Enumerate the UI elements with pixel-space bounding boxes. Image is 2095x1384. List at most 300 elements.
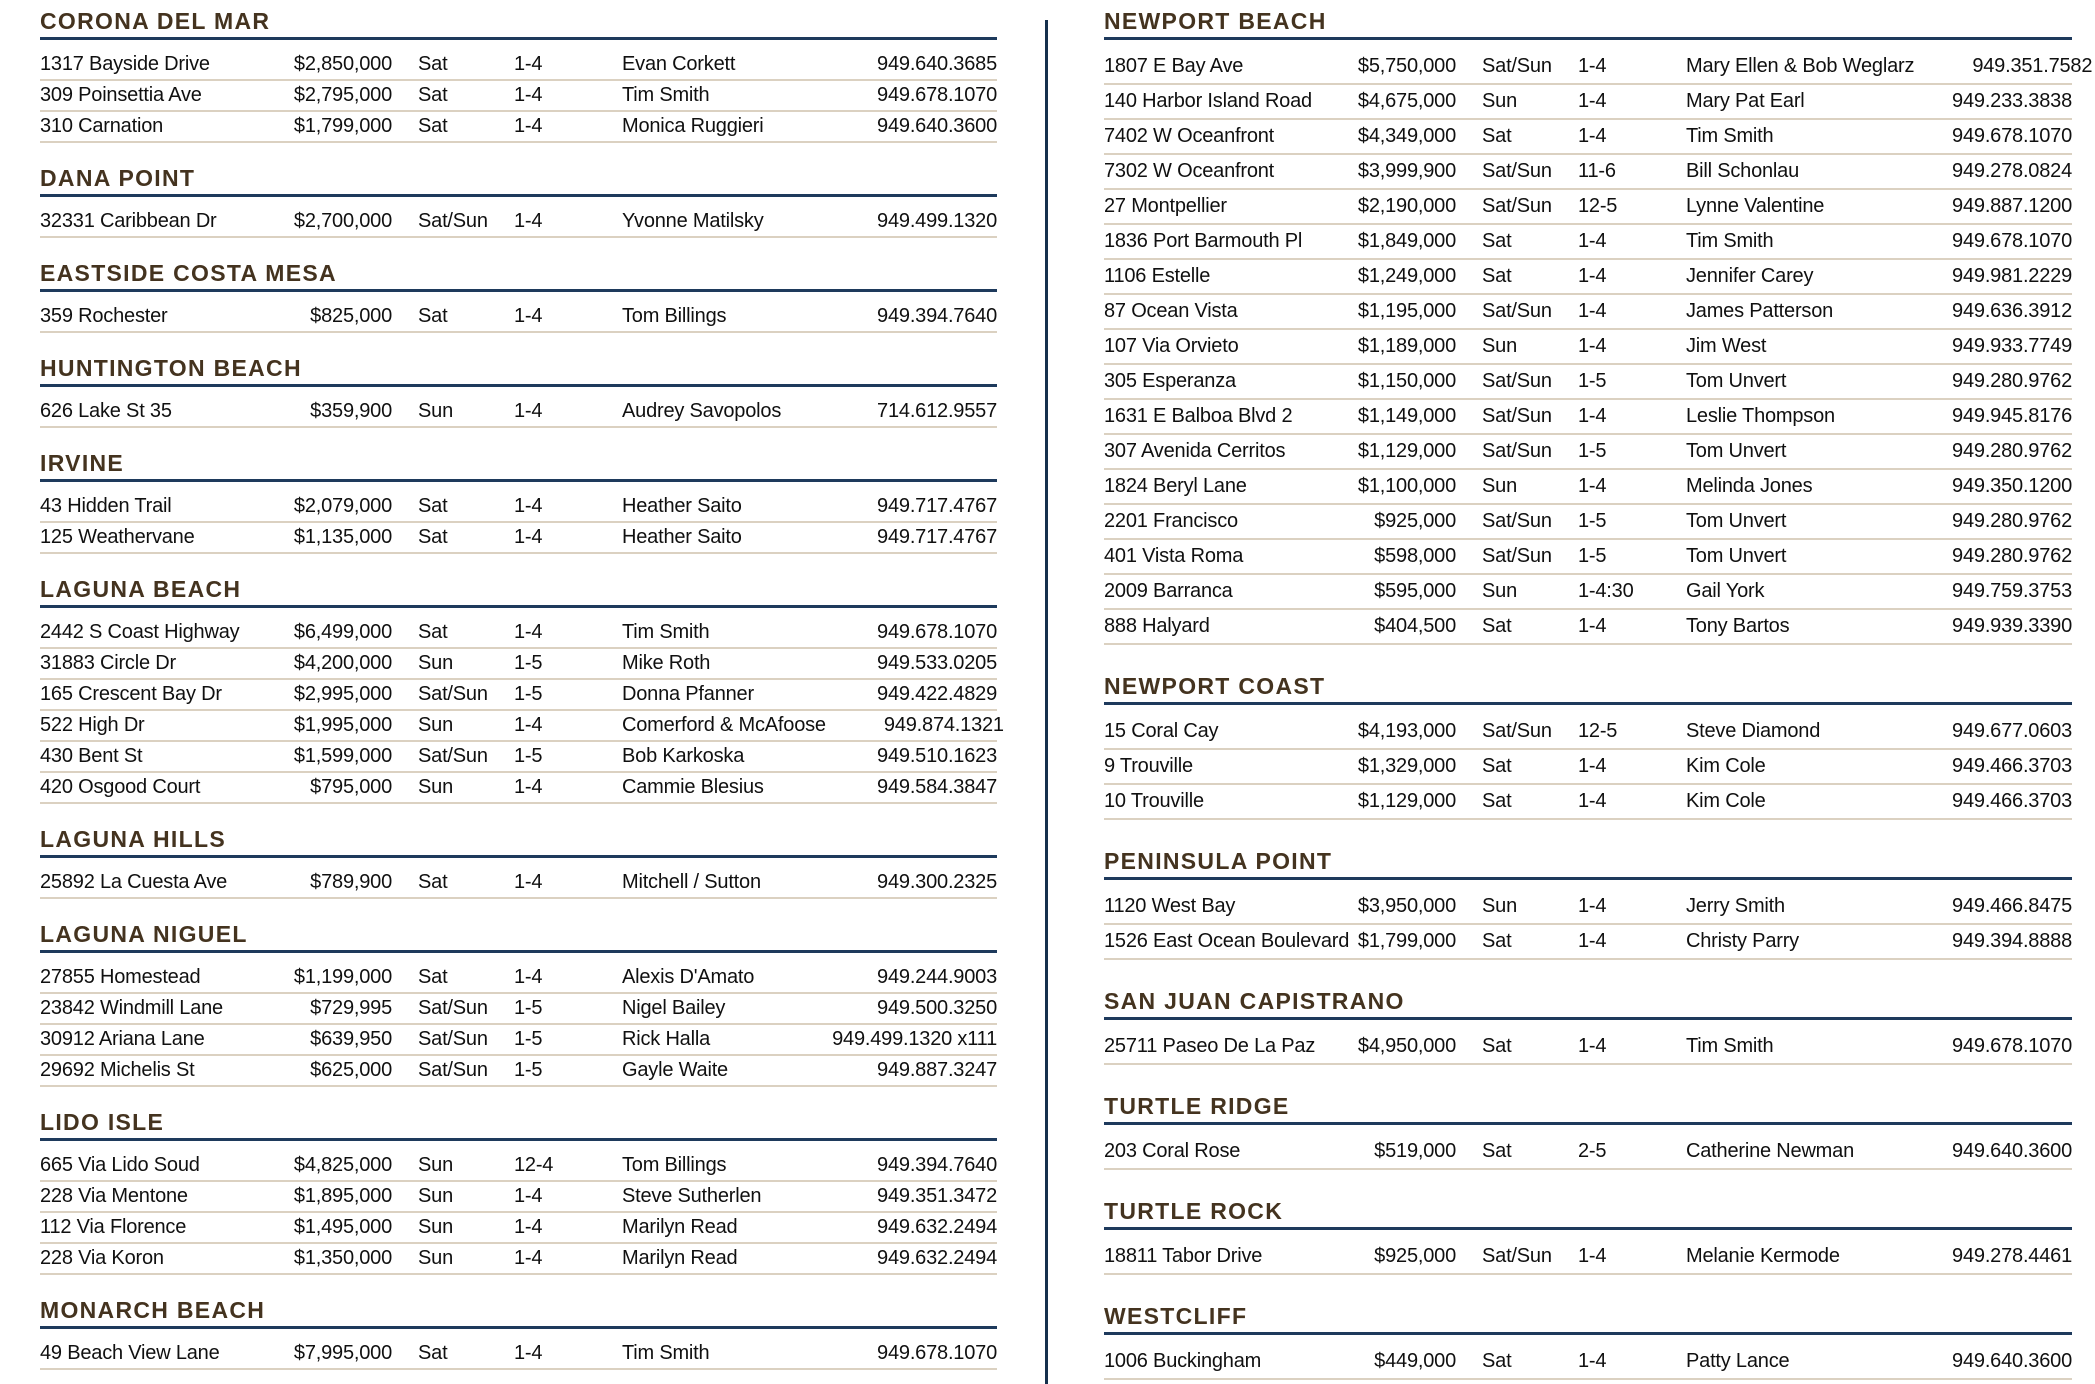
listing-row	[1104, 50, 2093, 85]
listing-time: 1-4	[1578, 790, 1607, 812]
listing-price: $4,200,000	[293, 652, 392, 674]
listing-days: Sat	[418, 966, 448, 988]
listing-row	[1104, 400, 2072, 435]
listing-price: $639,950	[310, 1028, 392, 1050]
city-section	[1104, 675, 2072, 820]
listing-price: $1,350,000	[293, 1247, 392, 1269]
listing-phone: 949.466.3703	[1952, 790, 2072, 812]
listing-rows	[40, 1329, 997, 1370]
city-section	[40, 1111, 997, 1275]
listing-agent: Rick Halla	[622, 1028, 711, 1050]
listing-address: 27855 Homestead	[40, 966, 201, 988]
listing-price: $795,000	[310, 776, 392, 798]
listing-agent: Donna Pfanner	[622, 683, 754, 705]
city-heading: DANA POINT	[40, 167, 997, 197]
city-section	[40, 828, 997, 899]
listing-row	[40, 492, 997, 523]
listing-row	[40, 742, 997, 773]
listing-time: 1-4	[1578, 1350, 1607, 1372]
listing-address: 23842 Windmill Lane	[40, 997, 223, 1019]
city-heading: TURTLE RIDGE	[1104, 1095, 2072, 1125]
listing-time: 1-4	[514, 871, 543, 893]
listing-row	[40, 868, 997, 899]
column-divider	[1045, 20, 1048, 1384]
listing-phone: 949.280.9762	[1952, 510, 2072, 532]
listing-agent: Comerford & McAfoose	[622, 714, 826, 736]
listing-price: $4,825,000	[293, 1154, 392, 1176]
listing-phone: 949.500.3250	[877, 997, 997, 1019]
city-heading: WESTCLIFF	[1104, 1305, 2072, 1335]
listing-address: 25892 La Cuesta Ave	[40, 871, 228, 893]
listing-address: 87 Ocean Vista	[1104, 300, 1238, 322]
listing-days: Sat	[418, 495, 448, 517]
city-section	[40, 10, 997, 143]
listing-row	[40, 711, 1004, 742]
listing-price: $1,100,000	[1357, 475, 1456, 497]
listing-phone: 949.499.1320 x111	[832, 1028, 997, 1050]
listing-time: 1-5	[514, 1059, 543, 1081]
listing-row	[1104, 295, 2072, 330]
listing-days: Sat	[418, 1342, 448, 1364]
listing-time: 1-4	[514, 966, 543, 988]
listing-row	[1104, 190, 2072, 225]
listing-price: $598,000	[1374, 545, 1456, 567]
listing-time: 1-5	[514, 652, 543, 674]
listing-phone: 949.717.4767	[877, 526, 997, 548]
listing-address: 203 Coral Rose	[1104, 1140, 1241, 1162]
listing-address: 1006 Buckingham	[1104, 1350, 1262, 1372]
listing-row	[40, 1213, 997, 1244]
listing-phone: 949.678.1070	[877, 84, 997, 106]
listing-row	[1104, 715, 2072, 750]
listing-address: 1824 Beryl Lane	[1104, 475, 1247, 497]
listing-price: $2,700,000	[293, 210, 392, 232]
listing-price: $1,249,000	[1357, 265, 1456, 287]
listing-agent: Catherine Newman	[1686, 1140, 1854, 1162]
city-section	[1104, 850, 2072, 960]
listing-price: $3,950,000	[1357, 895, 1456, 917]
listing-phone: 949.351.3472	[877, 1185, 997, 1207]
listing-price: $1,149,000	[1357, 405, 1456, 427]
listing-phone: 949.678.1070	[1952, 125, 2072, 147]
listing-agent: Tom Unvert	[1686, 440, 1787, 462]
listing-agent: Steve Diamond	[1686, 720, 1821, 742]
listing-phone: 949.244.9003	[877, 966, 997, 988]
listing-phone: 949.422.4829	[877, 683, 997, 705]
listing-price: $1,495,000	[293, 1216, 392, 1238]
listing-row	[1104, 575, 2072, 610]
listing-price: $1,599,000	[293, 745, 392, 767]
listing-price: $1,895,000	[293, 1185, 392, 1207]
listing-days: Sat/Sun	[1482, 405, 1552, 427]
listing-agent: Tony Bartos	[1686, 615, 1790, 637]
listing-agent: Marilyn Read	[622, 1216, 738, 1238]
listing-row	[1104, 260, 2072, 295]
listing-days: Sat	[1482, 230, 1512, 252]
listing-row	[1104, 610, 2072, 645]
listing-row	[40, 50, 997, 81]
listing-time: 2-5	[1578, 1140, 1607, 1162]
listing-address: 228 Via Koron	[40, 1247, 164, 1269]
listing-address: 107 Via Orvieto	[1104, 335, 1239, 357]
listing-agent: Yvonne Matilsky	[622, 210, 764, 232]
listing-phone: 949.350.1200	[1952, 475, 2072, 497]
listing-days: Sun	[418, 776, 453, 798]
listing-time: 1-5	[514, 683, 543, 705]
listing-phone: 949.717.4767	[877, 495, 997, 517]
listing-time: 1-4	[514, 210, 543, 232]
listing-days: Sun	[418, 400, 453, 422]
listing-time: 1-4	[514, 53, 543, 75]
listing-time: 1-4	[514, 1247, 543, 1269]
listing-price: $5,750,000	[1357, 55, 1456, 77]
listing-time: 1-4	[514, 305, 543, 327]
listing-address: 49 Beach View Lane	[40, 1342, 220, 1364]
listing-address: 309 Poinsettia Ave	[40, 84, 202, 106]
listing-row	[40, 112, 997, 143]
listing-days: Sat/Sun	[1482, 55, 1552, 77]
city-section	[40, 576, 1004, 804]
listing-days: Sat/Sun	[1482, 545, 1552, 567]
listing-phone: 949.640.3600	[1952, 1350, 2072, 1372]
listing-time: 1-5	[1578, 440, 1607, 462]
listing-address: 1526 East Ocean Boulevard	[1104, 930, 1350, 952]
listing-address: 2201 Francisco	[1104, 510, 1238, 532]
listing-address: 522 High Dr	[40, 714, 145, 736]
listing-address: 626 Lake St 35	[40, 400, 172, 422]
listing-price: $1,189,000	[1357, 335, 1456, 357]
listing-phone: 949.887.1200	[1952, 195, 2072, 217]
listing-time: 1-4	[1578, 335, 1607, 357]
city-heading: IRVINE	[40, 452, 997, 482]
listing-phone: 949.887.3247	[877, 1059, 997, 1081]
listing-days: Sat/Sun	[418, 210, 488, 232]
listing-agent: Tom Unvert	[1686, 370, 1787, 392]
city-heading: SAN JUAN CAPISTRANO	[1104, 990, 2072, 1020]
city-section	[40, 262, 997, 333]
listing-price: $4,193,000	[1357, 720, 1456, 742]
listing-row	[1104, 1345, 2072, 1380]
listing-agent: Gail York	[1686, 580, 1765, 602]
listing-days: Sun	[1482, 90, 1517, 112]
listing-agent: Kim Cole	[1686, 790, 1766, 812]
city-heading: HUNTINGTON BEACH	[40, 357, 997, 387]
listing-days: Sat/Sun	[418, 1028, 488, 1050]
listing-address: 32331 Caribbean Dr	[40, 210, 217, 232]
listing-days: Sat/Sun	[1482, 1245, 1552, 1267]
listing-agent: Tim Smith	[622, 84, 710, 106]
listing-price: $625,000	[310, 1059, 392, 1081]
listing-price: $1,135,000	[293, 526, 392, 548]
city-section	[40, 357, 997, 428]
listing-days: Sat	[418, 115, 448, 137]
listing-row	[40, 81, 997, 112]
right-column	[1104, 8, 2093, 1380]
listing-time: 1-4	[1578, 300, 1607, 322]
listing-days: Sat	[418, 621, 448, 643]
listing-row	[1104, 540, 2072, 575]
listing-time: 1-4	[1578, 475, 1607, 497]
city-section	[1104, 1305, 2072, 1380]
listing-address: 29692 Michelis St	[40, 1059, 195, 1081]
city-heading: PENINSULA POINT	[1104, 850, 2072, 880]
listing-price: $7,995,000	[293, 1342, 392, 1364]
listing-row	[40, 302, 997, 333]
listing-days: Sun	[418, 1216, 453, 1238]
listing-row	[1104, 785, 2072, 820]
listing-row	[40, 1056, 997, 1087]
listing-address: 420 Osgood Court	[40, 776, 201, 798]
listing-time: 1-4	[514, 495, 543, 517]
listing-phone: 949.678.1070	[1952, 1035, 2072, 1057]
listing-address: 1836 Port Barmouth Pl	[1104, 230, 1303, 252]
listing-time: 1-4	[514, 1185, 543, 1207]
listing-phone: 949.466.8475	[1952, 895, 2072, 917]
listing-agent: Audrey Savopolos	[622, 400, 782, 422]
listing-time: 1-4	[1578, 265, 1607, 287]
listing-agent: Patty Lance	[1686, 1350, 1790, 1372]
listing-agent: Monica Ruggieri	[622, 115, 764, 137]
listing-price: $925,000	[1374, 510, 1456, 532]
listing-agent: Bill Schonlau	[1686, 160, 1800, 182]
listing-days: Sat	[1482, 1140, 1512, 1162]
listing-time: 1-4	[514, 714, 543, 736]
listing-phone: 949.945.8176	[1952, 405, 2072, 427]
listing-phone: 949.632.2494	[877, 1247, 997, 1269]
listing-time: 12-5	[1578, 720, 1618, 742]
listing-days: Sun	[1482, 895, 1517, 917]
listing-address: 112 Via Florence	[40, 1216, 187, 1238]
listing-time: 12-5	[1578, 195, 1618, 217]
listing-phone: 949.981.2229	[1952, 265, 2072, 287]
listing-days: Sat	[418, 53, 448, 75]
listing-price: $825,000	[310, 305, 392, 327]
listing-phone: 949.233.3838	[1952, 90, 2072, 112]
listing-phone: 949.632.2494	[877, 1216, 997, 1238]
listing-agent: Evan Corkett	[622, 53, 736, 75]
listing-agent: Tim Smith	[1686, 1035, 1774, 1057]
listing-phone: 949.394.8888	[1952, 930, 2072, 952]
listing-phone: 949.280.9762	[1952, 545, 2072, 567]
city-section	[1104, 990, 2072, 1065]
listing-rows	[40, 953, 997, 1087]
city-heading: LAGUNA HILLS	[40, 828, 997, 858]
listing-price: $4,675,000	[1357, 90, 1456, 112]
listing-agent: Heather Saito	[622, 526, 742, 548]
listing-row	[1104, 1240, 2072, 1275]
listing-price: $729,995	[310, 997, 392, 1019]
listing-address: 30912 Ariana Lane	[40, 1028, 205, 1050]
listing-price: $1,329,000	[1357, 755, 1456, 777]
listing-address: 1631 E Balboa Blvd 2	[1104, 405, 1293, 427]
listing-phone: 949.584.3847	[877, 776, 997, 798]
listing-row	[1104, 750, 2072, 785]
listing-time: 1-4:30	[1578, 580, 1634, 602]
listing-time: 1-4	[514, 84, 543, 106]
listing-days: Sat	[1482, 265, 1512, 287]
listing-days: Sun	[418, 1247, 453, 1269]
listing-days: Sat/Sun	[1482, 160, 1552, 182]
listing-address: 140 Harbor Island Road	[1104, 90, 1312, 112]
listing-agent: Tim Smith	[622, 621, 710, 643]
listing-days: Sun	[1482, 335, 1517, 357]
listing-time: 1-4	[1578, 55, 1607, 77]
listing-address: 25711 Paseo De La Paz	[1104, 1035, 1316, 1057]
city-heading: NEWPORT BEACH	[1104, 10, 2072, 40]
listing-agent: Mary Pat Earl	[1686, 90, 1805, 112]
listing-row	[1104, 505, 2072, 540]
city-heading: TURTLE ROCK	[1104, 1200, 2072, 1230]
listing-phone: 949.636.3912	[1952, 300, 2072, 322]
listing-phone: 949.678.1070	[877, 1342, 997, 1364]
left-column	[40, 8, 1004, 1370]
listing-agent: Melanie Kermode	[1686, 1245, 1840, 1267]
listing-days: Sat	[418, 526, 448, 548]
listing-agent: Mitchell / Sutton	[622, 871, 761, 893]
listing-price: $1,799,000	[293, 115, 392, 137]
listing-price: $925,000	[1374, 1245, 1456, 1267]
city-section	[40, 1299, 997, 1370]
listing-days: Sat	[1482, 790, 1512, 812]
city-heading: EASTSIDE COSTA MESA	[40, 262, 997, 292]
listing-address: 228 Via Mentone	[40, 1185, 188, 1207]
listing-agent: Tim Smith	[1686, 230, 1774, 252]
listing-price: $595,000	[1374, 580, 1456, 602]
listing-price: $1,129,000	[1357, 790, 1456, 812]
listing-rows	[40, 608, 1004, 804]
listing-rows	[1104, 1335, 2072, 1380]
listing-agent: Jim West	[1686, 335, 1767, 357]
listing-time: 1-4	[1578, 895, 1607, 917]
listing-address: 18811 Tabor Drive	[1104, 1245, 1263, 1267]
listing-row	[1104, 925, 2072, 960]
listing-row	[1104, 890, 2072, 925]
listing-days: Sun	[1482, 475, 1517, 497]
listing-address: 125 Weathervane	[40, 526, 195, 548]
listing-time: 1-4	[514, 621, 543, 643]
listing-time: 1-4	[514, 1342, 543, 1364]
listing-phone: 949.677.0603	[1952, 720, 2072, 742]
listing-row	[40, 523, 997, 554]
listing-agent: Kim Cole	[1686, 755, 1766, 777]
listing-price: $1,849,000	[1357, 230, 1456, 252]
listing-row	[40, 1151, 997, 1182]
listing-address: 430 Bent St	[40, 745, 143, 767]
listing-phone: 949.678.1070	[1952, 230, 2072, 252]
city-heading: MONARCH BEACH	[40, 1299, 997, 1329]
listing-time: 1-4	[1578, 930, 1607, 952]
listing-price: $3,999,900	[1357, 160, 1456, 182]
listing-price: $404,500	[1374, 615, 1456, 637]
listing-address: 310 Carnation	[40, 115, 164, 137]
city-heading: CORONA DEL MAR	[40, 10, 997, 40]
listing-time: 1-5	[514, 997, 543, 1019]
listing-row	[40, 1339, 997, 1370]
listing-agent: Mary Ellen & Bob Weglarz	[1686, 55, 1915, 77]
listing-row	[40, 618, 997, 649]
listing-agent: Melinda Jones	[1686, 475, 1813, 497]
listing-days: Sat/Sun	[1482, 300, 1552, 322]
listing-row	[1104, 1030, 2072, 1065]
listing-phone: 949.351.7582	[1972, 55, 2093, 77]
listing-time: 1-5	[514, 745, 543, 767]
listing-days: Sat/Sun	[1482, 370, 1552, 392]
listing-price: $1,199,000	[293, 966, 392, 988]
listing-address: 401 Vista Roma	[1104, 545, 1244, 567]
listing-phone: 949.640.3600	[877, 115, 997, 137]
listing-phone: 949.466.3703	[1952, 755, 2072, 777]
listing-price: $449,000	[1374, 1350, 1456, 1372]
listing-address: 665 Via Lido Soud	[40, 1154, 200, 1176]
listing-address: 888 Halyard	[1104, 615, 1210, 637]
listing-rows	[40, 292, 997, 333]
listing-agent: Jerry Smith	[1686, 895, 1785, 917]
listing-time: 1-5	[1578, 510, 1607, 532]
listing-price: $1,799,000	[1357, 930, 1456, 952]
listing-agent: Tim Smith	[622, 1342, 710, 1364]
listing-time: 1-5	[1578, 370, 1607, 392]
listing-address: 2009 Barranca	[1104, 580, 1233, 602]
listing-time: 1-4	[1578, 755, 1607, 777]
listing-rows	[40, 197, 997, 238]
listing-days: Sat	[1482, 930, 1512, 952]
listing-address: 1807 E Bay Ave	[1104, 55, 1244, 77]
listing-time: 12-4	[514, 1154, 554, 1176]
listing-price: $519,000	[1374, 1140, 1456, 1162]
listing-address: 1120 West Bay	[1104, 895, 1236, 917]
listing-agent: Bob Karkoska	[622, 745, 745, 767]
listing-phone: 949.933.7749	[1952, 335, 2072, 357]
listing-address: 7402 W Oceanfront	[1104, 125, 1275, 147]
listing-price: $2,850,000	[293, 53, 392, 75]
listing-days: Sat/Sun	[1482, 720, 1552, 742]
listing-days: Sat	[418, 871, 448, 893]
listing-rows	[40, 40, 997, 143]
listing-agent: Tom Billings	[622, 1154, 727, 1176]
listing-address: 27 Montpellier	[1104, 195, 1227, 217]
listing-row	[1104, 225, 2072, 260]
listing-price: $6,499,000	[293, 621, 392, 643]
listing-row	[40, 1025, 997, 1056]
listing-row	[1104, 435, 2072, 470]
listing-price: $4,950,000	[1357, 1035, 1456, 1057]
listing-time: 1-4	[1578, 230, 1607, 252]
listing-row	[1104, 155, 2072, 190]
listing-address: 2442 S Coast Highway	[40, 621, 240, 643]
listing-days: Sun	[418, 714, 453, 736]
listing-phone: 714.612.9557	[877, 400, 997, 422]
listing-time: 1-4	[1578, 405, 1607, 427]
listing-address: 10 Trouville	[1104, 790, 1204, 812]
listing-days: Sat/Sun	[418, 1059, 488, 1081]
listing-price: $1,195,000	[1357, 300, 1456, 322]
city-section	[40, 923, 997, 1087]
listing-agent: Tom Billings	[622, 305, 727, 327]
listing-rows	[1104, 1125, 2072, 1170]
listing-days: Sat	[418, 305, 448, 327]
listing-phone: 949.640.3685	[877, 53, 997, 75]
listing-address: 31883 Circle Dr	[40, 652, 176, 674]
listing-agent: Tom Unvert	[1686, 510, 1787, 532]
city-section	[1104, 1095, 2072, 1170]
listing-days: Sat	[1482, 615, 1512, 637]
listing-agent: Cammie Blesius	[622, 776, 764, 798]
listing-phone: 949.533.0205	[877, 652, 997, 674]
city-section	[40, 167, 997, 238]
listing-agent: Christy Parry	[1686, 930, 1799, 952]
listing-time: 1-5	[514, 1028, 543, 1050]
listing-row	[40, 207, 997, 238]
